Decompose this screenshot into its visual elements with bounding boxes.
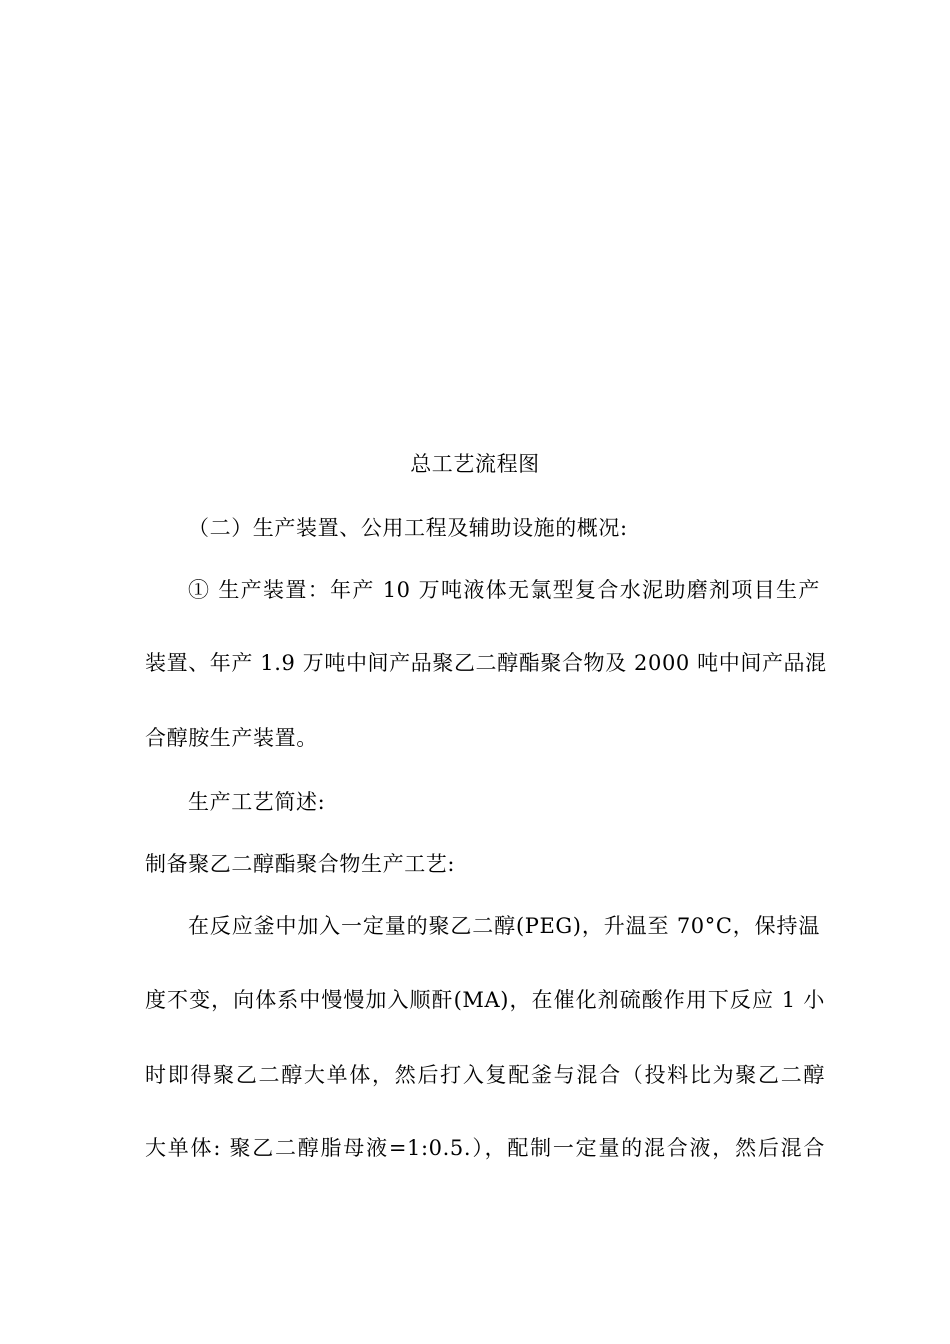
section-heading: （二）生产装置、公用工程及辅助设施的概况: [188, 516, 628, 540]
paragraph-2-line-2: 度不变，向体系中慢慢加入顺酐(MA)，在催化剂硫酸作用下反应 1 小 [145, 988, 825, 1012]
subheading-process-overview: 生产工艺简述: [188, 790, 326, 814]
paragraph-2-line-3: 时即得聚乙二醇大单体，然后打入复配釜与混合（投料比为聚乙二醇 [145, 1063, 825, 1087]
paragraph-2-line-1: 在反应釜中加入一定量的聚乙二醇(PEG)，升温至 70°C，保持温 [188, 914, 820, 938]
subheading-peg-ester-process: 制备聚乙二醇酯聚合物生产工艺: [145, 852, 456, 876]
paragraph-2-line-4: 大单体: 聚乙二醇脂母液=1:0.5.），配制一定量的混合液，然后混合 [145, 1136, 825, 1160]
paragraph-1-line-1: ① 生产装置：年产 10 万吨液体无氯型复合水泥助磨剂项目生产 [188, 578, 820, 602]
paragraph-1-line-2: 装置、年产 1.9 万吨中间产品聚乙二醇酯聚合物及 2000 吨中间产品混 [145, 651, 827, 675]
figure-caption: 总工艺流程图 [410, 452, 540, 476]
paragraph-1-line-3: 合醇胺生产装置。 [145, 726, 318, 750]
